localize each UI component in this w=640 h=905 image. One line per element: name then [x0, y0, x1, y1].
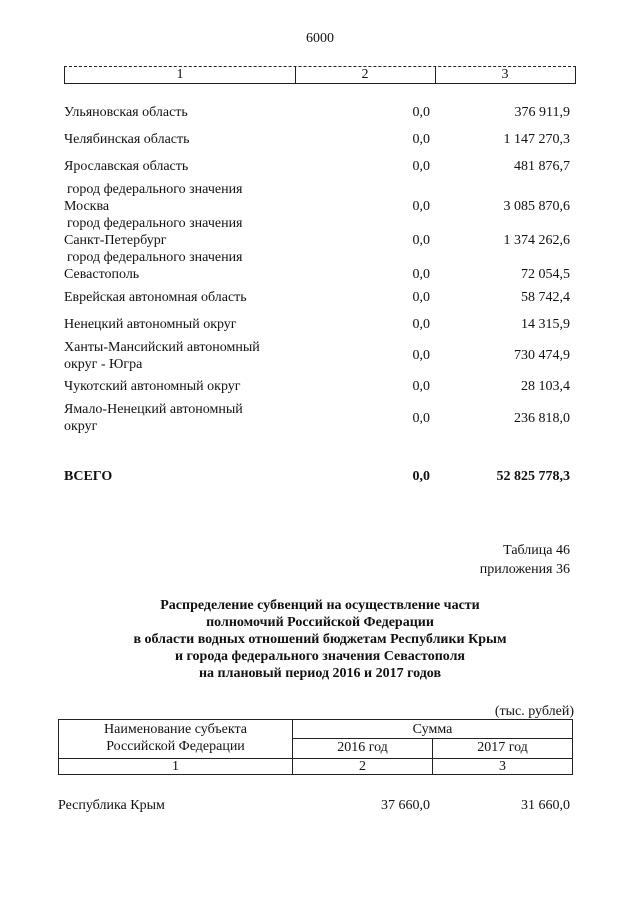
total-label: ВСЕГО	[64, 469, 113, 484]
row-name-line2: Севастополь	[64, 267, 140, 282]
row-name	[64, 339, 304, 373]
row-value-1: 0,0	[412, 132, 430, 147]
row-value-1: 0,0	[412, 317, 430, 332]
page-number: 6000	[306, 31, 334, 46]
row-value-2: 236 818,0	[514, 411, 570, 426]
row-value-2: 376 911,9	[514, 105, 570, 120]
total-value-2: 52 825 778,3	[496, 469, 570, 484]
row-value-1: 0,0	[412, 267, 430, 282]
row-value-1: 0,0	[412, 159, 430, 174]
row-name-line1: Ямало-Ненецкий автономный	[64, 402, 243, 417]
row-value-1: 0,0	[412, 233, 430, 248]
col-name-line1: Наименование субъекта	[104, 722, 247, 737]
row-value-1: 0,0	[412, 290, 430, 305]
row-name	[64, 215, 304, 249]
row-value-2: 72 054,5	[521, 267, 570, 282]
row-name: Чукотский автономный округ	[64, 379, 241, 394]
row-value-1: 0,0	[412, 105, 430, 120]
col-num-2: 2	[359, 759, 366, 774]
title-line: в области водных отношений бюджетам Республики Крым	[133, 632, 507, 647]
col-num-1: 1	[172, 759, 179, 774]
row-name-line1: город федерального значения	[67, 216, 243, 231]
row-value-2016: 37 660,0	[381, 798, 430, 813]
row-name-line2: округ - Югра	[64, 357, 143, 372]
row-name: Ярославская область	[64, 159, 189, 174]
row-value-1: 0,0	[412, 411, 430, 426]
row-value-2: 1 147 270,3	[503, 132, 570, 147]
row-value-1: 0,0	[412, 379, 430, 394]
row-value-1: 0,0	[412, 348, 430, 363]
row-name: Еврейская автономная область	[64, 290, 247, 305]
col-2016: 2016 год	[337, 740, 388, 755]
table-caption-number: Таблица 46	[503, 543, 570, 558]
row-name: Республика Крым	[58, 798, 165, 813]
row-value-2017: 31 660,0	[521, 798, 570, 813]
row-name-line1: город федерального значения	[67, 250, 243, 265]
header-col-3: 3	[501, 67, 509, 82]
row-value-1: 0,0	[412, 199, 430, 214]
row-name	[64, 181, 304, 215]
row-name: Челябинская область	[64, 132, 190, 147]
continued-table-header	[64, 66, 576, 84]
col-name-line2: Российской Федерации	[106, 739, 245, 754]
units-label: (тыс. рублей)	[494, 704, 574, 719]
row-name-line2: Москва	[64, 199, 110, 214]
title-line: на плановый период 2016 и 2017 годов	[198, 666, 442, 681]
row-value-2: 1 374 262,6	[503, 233, 570, 248]
col-num-3: 3	[499, 759, 506, 774]
total-value-1: 0,0	[412, 469, 430, 484]
col-2017: 2017 год	[477, 740, 528, 755]
row-value-2: 730 474,9	[514, 348, 570, 363]
row-value-2: 14 315,9	[521, 317, 570, 332]
row-name-line2: округ	[64, 419, 98, 434]
row-value-2: 58 742,4	[521, 290, 570, 305]
section-title	[60, 597, 580, 682]
row-name: Ненецкий автономный округ	[64, 317, 237, 332]
title-line: Распределение субвенций на осуществление части	[160, 598, 480, 613]
header-col-2: 2	[361, 67, 369, 82]
row-name-line1: город федерального значения	[67, 182, 243, 197]
row-value-2: 3 085 870,6	[503, 199, 570, 214]
table-caption-appendix: приложения 36	[479, 562, 570, 577]
row-name	[64, 401, 304, 435]
col-sum: Сумма	[412, 722, 453, 737]
title-line: и города федерального значения Севастополя	[174, 649, 465, 664]
row-name-line1: Ханты-Мансийский автономный	[64, 340, 260, 355]
row-name-line2: Санкт-Петербург	[64, 233, 167, 248]
row-value-2: 28 103,4	[521, 379, 570, 394]
row-name	[64, 249, 304, 283]
row-value-2: 481 876,7	[514, 159, 570, 174]
subsidy-table-header	[58, 719, 573, 775]
header-col-1: 1	[176, 67, 184, 82]
title-line: полномочий Российской Федерации	[206, 615, 434, 630]
row-name: Ульяновская область	[64, 105, 188, 120]
